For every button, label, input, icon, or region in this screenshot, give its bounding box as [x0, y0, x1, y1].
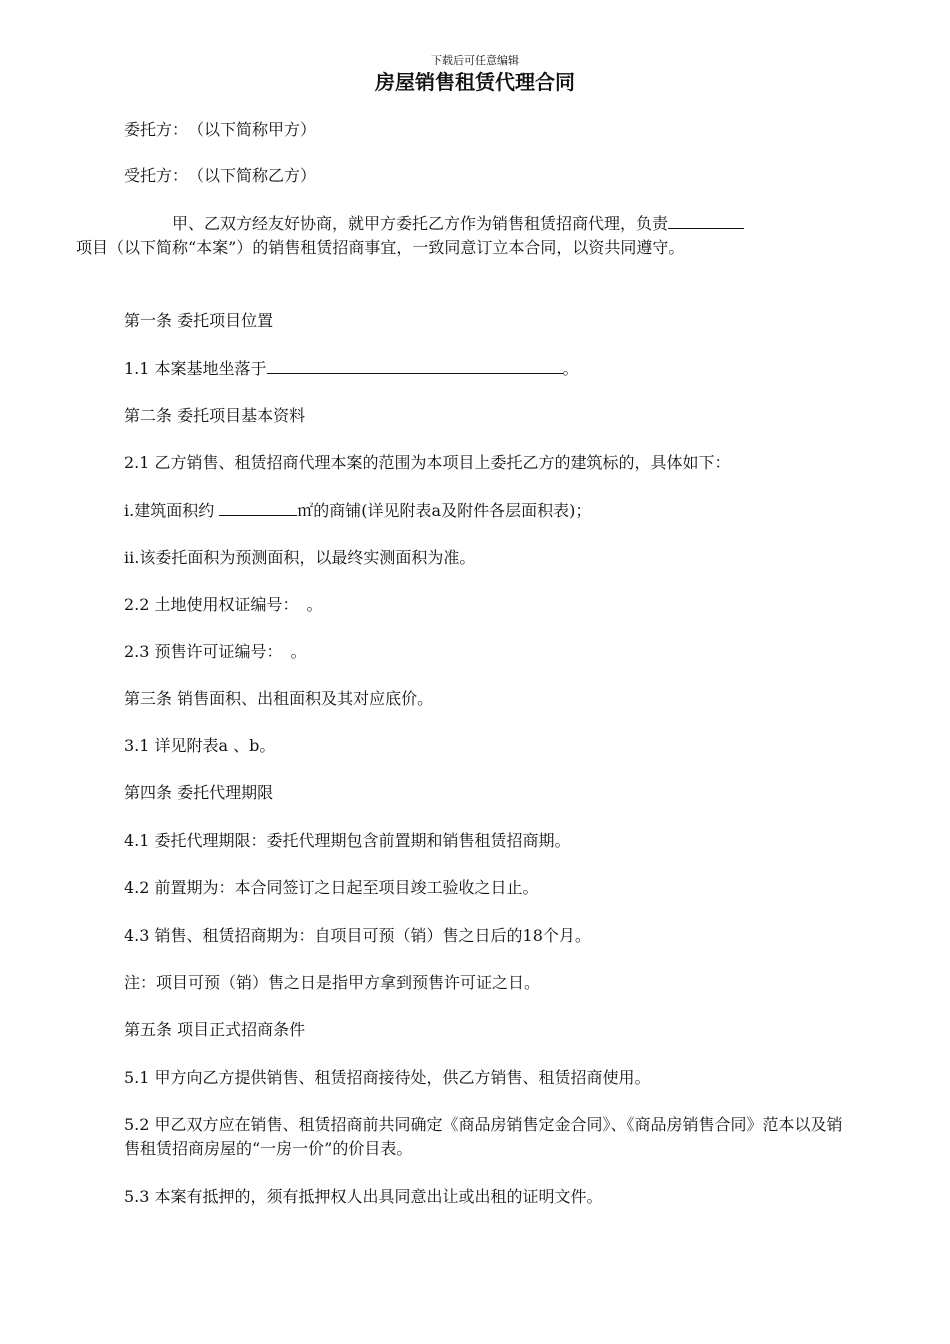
clause-2-1-i-text: i.建筑面积约	[124, 501, 220, 520]
intro-text-a: 甲、乙双方经友好协商，就甲方委托乙方作为销售租赁招商代理，负责	[172, 214, 669, 233]
agent-party-line: 受托方： （以下简称乙方）	[124, 166, 317, 185]
header-note: 下载后可任意编辑	[431, 54, 519, 67]
article-1-heading: 第一条 委托项目位置	[124, 311, 274, 330]
clause-4-2: 4.2 前置期为：本合同签订之日起至项目竣工验收之日止。	[124, 878, 539, 897]
client-party-line: 委托方： （以下简称甲方）	[124, 120, 317, 139]
intro-text-b: 项目（以下简称“本案”）的销售租赁招商事宜，一致同意订立本合同，以资共同遵守。	[76, 238, 685, 257]
clause-2-3: 2.3 预售许可证编号： 。	[124, 642, 307, 661]
clause-2-1-ii: ii.该委托面积为预测面积，以最终实测面积为准。	[124, 548, 476, 567]
note-line: 注：项目可预（销）售之日是指甲方拿到预售许可证之日。	[124, 973, 541, 992]
clause-4-3: 4.3 销售、租赁招商期为：自项目可预（销）售之日后的18个月。	[124, 926, 591, 945]
clause-5-2: 5.2 甲乙双方应在销售、租赁招商前共同确定《商品房销售定金合同》、《商品房销售合同》范本以及销售租赁招商房屋的“一房一价”的价目表。	[124, 1115, 843, 1158]
clause-2-2: 2.2 土地使用权证编号： 。	[124, 595, 323, 614]
clause-1-1-text: 1.1 本案基地坐落于	[124, 359, 267, 378]
project-name-blank	[668, 212, 744, 229]
article-2-heading: 第二条 委托项目基本资料	[124, 406, 306, 425]
document-title: 房屋销售租赁代理合同	[375, 70, 575, 94]
article-5-heading: 第五条 项目正式招商条件	[124, 1020, 306, 1039]
clause-4-1: 4.1 委托代理期限：委托代理期包含前置期和销售租赁招商期。	[124, 831, 571, 850]
clause-5-3: 5.3 本案有抵押的，须有抵押权人出具同意出让或出租的证明文件。	[124, 1187, 603, 1206]
area-blank	[219, 499, 297, 516]
article-4-heading: 第四条 委托代理期限	[124, 783, 274, 802]
clause-1-1	[124, 357, 844, 381]
location-blank	[267, 357, 563, 374]
clause-1-1-end: 。	[562, 359, 579, 378]
article-3-heading: 第三条 销售面积、出租面积及其对应底价。	[124, 689, 434, 708]
intro-paragraph	[76, 212, 844, 260]
clause-2-1-i	[124, 499, 844, 523]
clause-2-1: 2.1 乙方销售、租赁招商代理本案的范围为本项目上委托乙方的建筑标的，具体如下：	[124, 453, 731, 472]
clause-3-1: 3.1 详见附表a 、b。	[124, 736, 276, 755]
clause-5-1: 5.1 甲方向乙方提供销售、租赁招商接待处，供乙方销售、租赁招商使用。	[124, 1068, 651, 1087]
clause-2-1-i-end: ㎡的商铺(详见附表a及附件各层面积表)；	[297, 501, 592, 520]
